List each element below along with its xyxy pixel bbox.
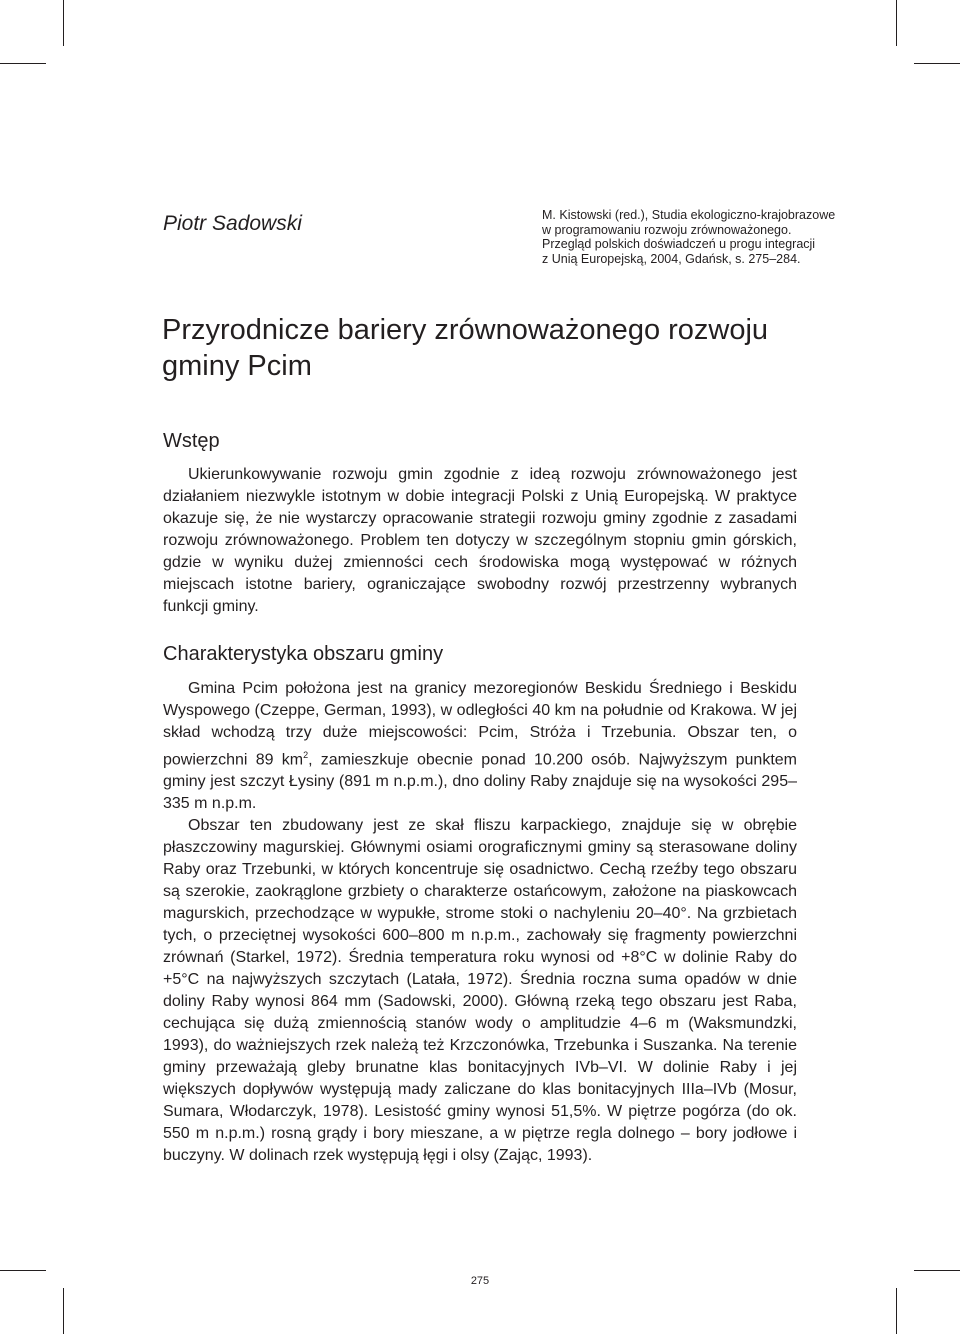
title-line: Przyrodnicze bariery zrównoważonego rozwoju [162,314,769,346]
citation-line: z Unią Europejską, 2004, Gdańsk, s. 275–284. [542,251,801,266]
citation [542,208,842,266]
author-name: Piotr Sadowski [163,212,302,235]
crop-mark-bottom-right-horizontal [914,1270,960,1271]
crop-mark-top-right-horizontal [914,63,960,64]
section-heading-area: Charakterystyka obszaru gminy [163,643,444,665]
crop-mark-top-right [896,0,897,46]
citation-line: w programowaniu rozwoju zrównoważonego. [542,222,792,237]
citation-line: M. Kistowski (red.), Studia ekologiczno-krajobrazowe [542,208,836,222]
paragraph-text: Gmina Pcim położona jest na granicy mezoregionów Beskidu Średniego i Beskidu Wyspowego (Czeppe, German, 1993), w odległości 40 km na południe od Krakowa. W jej skład wchodzą trzy duże miejscowości: Pcim, Stróża i Trzebunia. Obszar ten, o powierzchni 89 km [163,680,797,769]
crop-mark-bottom-right [896,1288,897,1334]
page-number: 275 [470,1275,490,1287]
crop-mark-top-left-horizontal [0,63,46,64]
title-line: gminy Pcim [162,350,312,382]
paragraph-text: , zamieszkuje obecnie ponad 10.200 osób. Najwyższym punktem gminy jest szczyt Łysiny (891 m n.p.m.), dno doliny Raby znajduje się na wysokości 295–335 m n.p.m. [163,751,798,813]
paragraph: Obszar ten zbudowany jest ze skał fliszu karpackiego, znajduje się w obrębie płaszczowiny magurskiej. Głównymi osiami orograficznymi gminy są sterasowane doliny Raby oraz Trzebunki, w których koncentruje się osadnictwo. Cechą rzeźby tego obszaru są szerokie, zaokrąglone grzbiety o charakterze ostańcowym, założone na piaskowcach magurskich, przechodzące w wypukłe, strome stoki o nachyleniu 20–40°. Na grzbietach tych, o przeciętnej wysokości 600–800 m n.p.m., zachowały się fragmenty powierzchni zrównań (Starkel, 1972). Średnia temperatura roku wynosi od +8°C w dolinie Raby do +5°C na najwyższych szczytach (Latała, 1972). Średnia roczna suma opadów w dnie doliny Raby wynosi 864 mm (Sadowski, 2000). Główną rzeką tego obszaru jest Raba, cechująca się dużą zmiennością stanów wody o amplitudzie 4–6 m (Waksmundzki, 1993), do ważniejszych rzek należą też Krzczonówka, Trzebunka i Suszanka. Na terenie gminy przeważają gleby brunatne klas bonitacyjnych IVb–VI. W dolinie Raby i jej większych dopływów występują mady zaliczane do klas bonitacyjnych IIIa–IVb (Mosur, Sumara, Włodarczyk, 1978). Lesistość gminy wynosi 51,5%. W piętrze pogórza (do ok. 550 m n.p.m.) rosną grądy i bory mieszane, a w piętrze regla dolnego – bory jodłowe i buczyny. W dolinach rzek występują łęgi i olsy (Zając, 1993). [163,817,797,1165]
section-body-intro [163,464,797,618]
crop-mark-top-left [63,0,64,46]
article-title [162,312,862,384]
paragraph: Ukierunkowywanie rozwoju gmin zgodnie z ideą rozwoju zrównoważonego jest działaniem niezwykle istotnym w dobie integracji Polski z Unią Europejską. W praktyce okazuje się, że nie wystarczy opracowanie strategii rozwoju gminy zgodnie z zasadami rozwoju zrównoważonego. Problem ten dotyczy w szczególnym stopniu gmin górskich, gdzie w wyniku dużej zmienności cech środowiska mogą występować w różnych miejscach istotne bariery, ograniczające swobodny rozwój przestrzenny wybranych funkcji gminy. [163,466,797,615]
section-body-area [163,678,797,1167]
section-heading-intro: Wstęp [163,430,220,452]
citation-line: Przegląd polskich doświadczeń u progu integracji [542,237,816,251]
paragraph [163,678,797,815]
crop-mark-bottom-left-horizontal [0,1270,46,1271]
superscript: 2 [303,750,309,760]
crop-mark-bottom-left [63,1288,64,1334]
